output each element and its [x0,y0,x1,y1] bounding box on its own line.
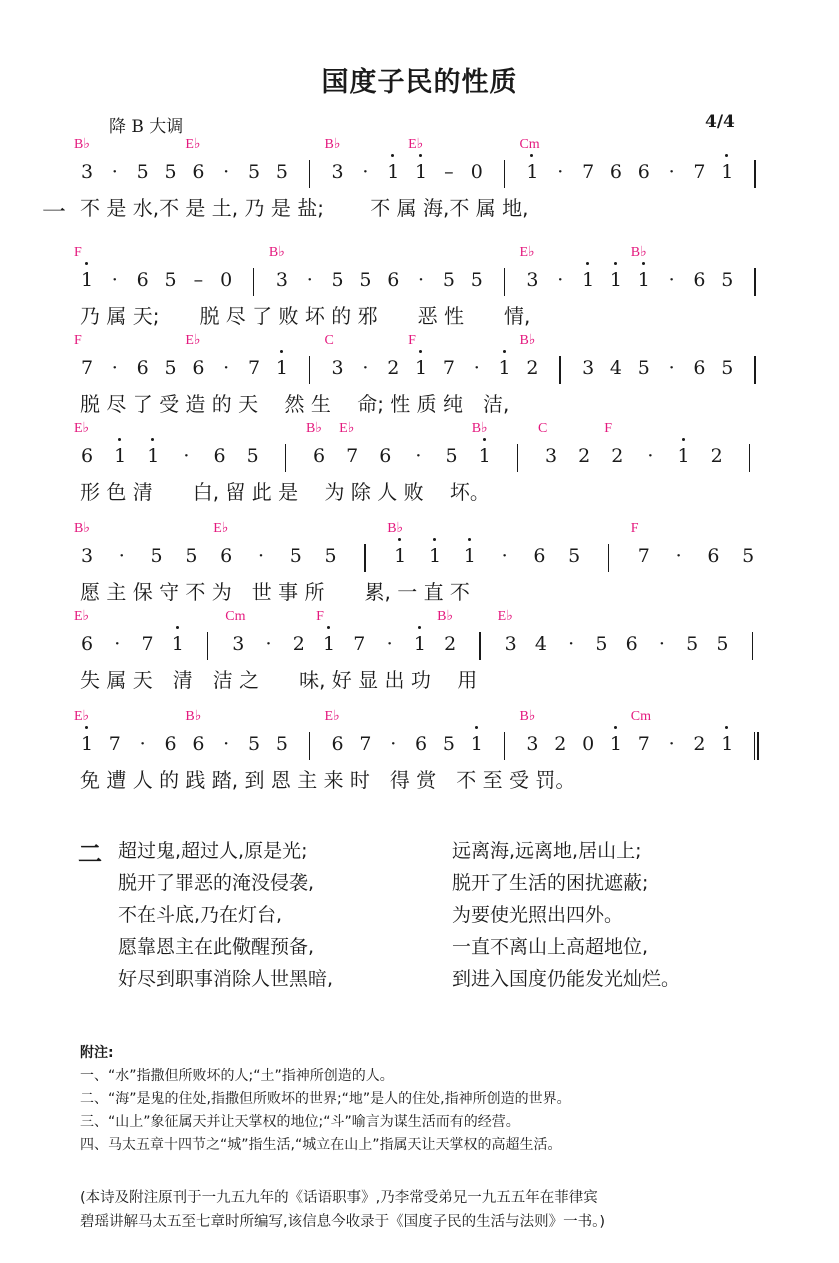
chord-symbol: E♭ [213,521,229,536]
note: 5 [164,269,177,291]
chord-symbol: E♭ [339,421,355,436]
octave-dot [280,350,283,353]
note: 2 [554,733,567,755]
note: 5 [164,161,177,183]
dash: – [444,161,454,183]
barline [285,444,286,472]
dot: · [668,733,675,755]
note: 2 [292,633,305,655]
key-signature: 降 B 大调 [109,117,184,137]
dot: · [473,357,480,379]
chord-symbol: B♭ [74,521,90,536]
dot: · [257,545,265,567]
chord-symbol: B♭ [519,333,536,348]
note: 1 [171,630,185,658]
chord-symbol: F [74,245,82,260]
lyrics-line: 愿 主 保 守 不 为 世 事 所 累, 一 直 不 [80,580,470,604]
notes-row [74,709,780,760]
note: 2 F [604,421,624,467]
note: 3 E♭ [497,609,517,655]
note: 5 [247,161,261,183]
note: 5 [716,633,729,655]
note: 6 B♭ [185,709,205,755]
dot: · [557,269,564,291]
note: 5 [359,269,372,291]
chord-symbol: E♭ [324,709,340,724]
verse-number: 一 [42,198,66,226]
footnote-item: 二、“海”是鬼的住处,指撒但所败坏的世界;“地”是人的住处,指神所创造的世界。 [80,1091,571,1107]
note: 1 [609,266,623,294]
note: 1 [581,266,595,294]
octave-dot [642,262,645,265]
note: 1 B♭ [387,521,407,567]
note: 3 B♭ [74,137,94,183]
note: 2 B♭ [437,609,457,655]
verse2-left: 好尽到职事消除人世黑暗, [118,968,334,990]
note: 5 [445,445,458,467]
dot: · [658,633,665,655]
octave-dot [327,626,330,629]
note: 7 E♭ [339,421,359,467]
chord-symbol: B♭ [630,245,647,260]
octave-dot [614,726,617,729]
footnote-item: 三、“山上”象征属天并让天掌权的地位;“斗”喻言为谋生活而有的经营。 [80,1114,520,1130]
dot: · [668,357,675,379]
note: 3 E♭ [519,245,539,291]
note: 5 [164,357,177,379]
note: 6 [693,269,706,291]
barline [517,444,518,472]
note: 5 [742,545,755,567]
verse2-line [118,932,649,962]
barline [253,268,254,296]
note: 3 B♭ [74,521,94,567]
notes-row [74,245,780,296]
octave-dot [725,726,728,729]
dot: · [647,445,654,467]
lyrics-row [80,476,790,510]
note: 5 [442,269,455,291]
note: 7 F [74,333,94,379]
note: 5 [246,445,259,467]
verse2-right: 到进入国度仍能发光灿烂。 [452,968,681,990]
note: 5 [470,269,483,291]
note: 0 [582,733,595,755]
note: 6 E♭ [213,521,233,567]
music-system [74,709,780,802]
octave-dot [85,726,88,729]
footnote-item: 四、马太五章十四节之“城”指生活,“城立在山上”指属天让天掌权的高超生活。 [80,1137,562,1153]
dot: · [265,633,272,655]
barline [309,160,310,188]
chord-symbol: E♭ [74,421,90,436]
notes-row [74,333,780,384]
note: 6 [164,733,177,755]
verse2-line [118,868,649,898]
barline [504,268,505,296]
note: 3 C [538,421,558,467]
note: 7 [582,161,595,183]
note: 5 [331,269,344,291]
dot: · [223,357,230,379]
dot: · [111,269,118,291]
note: 2 B♭ [519,333,539,379]
octave-dot [468,538,471,541]
dot: · [223,733,230,755]
note: 5 [275,733,288,755]
lyrics-row [80,764,790,798]
chord-symbol: C [538,421,548,436]
note: 3 B♭ [268,245,288,291]
barline [754,356,755,384]
dot: · [362,161,369,183]
final-barline [754,732,759,760]
dot: · [114,633,121,655]
octave-dot [682,438,685,441]
music-system [74,521,780,614]
song-title: 国度子民的性质 [321,67,518,98]
music-system [74,245,780,338]
footnotes [80,1042,820,1157]
lyrics-line: 脱 尽 了 受 造 的 天 然 生 命; 性 质 纯 洁, [80,392,510,416]
note: 6 E♭ [324,709,344,755]
dot: · [568,633,575,655]
note: 6 [136,357,149,379]
chord-symbol: B♭ [324,137,341,152]
chord-symbol: E♭ [74,609,90,624]
note: 5 [686,633,699,655]
note: 2 [578,445,591,467]
note: 6 [637,161,650,183]
verse2-line [118,900,624,930]
note: 6 [379,445,392,467]
note: 1 F [74,245,94,291]
note: 7 [141,633,154,655]
chord-symbol: B♭ [437,609,454,624]
dot: · [386,633,393,655]
octave-dot [433,538,436,541]
footnote-item: 一、“水”指撒但所败坏的人;“土”指神所创造的人。 [80,1068,394,1084]
verse2-right: 一直不离山上高超地位, [452,936,649,958]
chord-symbol: F [604,421,613,436]
lyrics-row [80,192,790,226]
chord-symbol: B♭ [268,245,285,260]
note: 6 [415,733,428,755]
note: 5 [185,545,198,567]
octave-dot [118,438,121,441]
chord-symbol: B♭ [387,521,404,536]
note: 5 [150,545,163,567]
note: 2 [387,357,400,379]
note: 7 Cm [630,709,652,755]
note: 0 [220,269,233,291]
note: 6 [136,269,149,291]
chord-symbol: F [316,609,324,624]
dash: – [193,269,204,291]
dot: · [390,733,397,755]
note: 1 [720,730,734,758]
note: 2 [693,733,706,755]
octave-dot [85,262,88,265]
barline [749,444,750,472]
note: 7 [442,357,455,379]
chord-symbol: F [630,521,639,536]
chord-symbol: E♭ [519,245,535,260]
lyrics-row [80,576,790,610]
note: 6 E♭ [74,609,94,655]
note: 3 Cm [225,609,246,655]
octave-dot [614,262,617,265]
chord-symbol: B♭ [185,709,202,724]
barline [364,544,365,572]
note: 7 [108,733,121,755]
dot: · [668,269,675,291]
octave-dot [725,154,728,157]
note: 1 [413,630,427,658]
octave-dot [398,538,401,541]
music-system [42,137,780,230]
chord-symbol: B♭ [74,137,90,152]
verse-number: 二 [78,840,102,868]
note: 5 [136,161,149,183]
verse2-right: 脱开了生活的困扰遮蔽; [452,872,649,894]
barline [309,356,310,384]
barline [504,732,505,760]
note: 4 [609,357,622,379]
dot: · [668,161,675,183]
dot: · [415,445,422,467]
note: 4 [534,633,547,655]
dot: · [139,733,146,755]
note: 6 [707,545,720,567]
note: 2 [710,445,723,467]
note: 1 E♭ [74,709,94,755]
lyrics-line: 免 遭 人 的 践 踏, 到 恩 主 来 时 得 赏 不 至 受 罚。 [80,768,576,792]
dot: · [111,161,118,183]
note: 1 [720,158,734,186]
chord-symbol: B♭ [306,421,322,436]
dot: · [362,357,369,379]
note: 6 [609,161,622,183]
verse2-line [118,836,642,866]
note: 7 [247,357,261,379]
verse2-right: 远离海,远离地,居山上; [452,840,642,862]
note: 6 [213,445,226,467]
note: 1 [677,442,691,470]
verse2-line [118,964,681,994]
barline [504,160,505,188]
chord-symbol: E♭ [74,709,90,724]
chord-symbol: Cm [630,709,652,724]
octave-dot [419,350,422,353]
barline [207,632,208,660]
note: 5 [568,545,581,567]
note: 1 [428,542,442,570]
note: 3 [582,357,595,379]
note: 3 C [324,333,344,379]
note: 1 [275,354,289,382]
barline [479,632,480,660]
notes-row [74,137,780,188]
dot: · [675,545,682,567]
note: 7 [359,733,372,755]
note: 1 [498,354,512,382]
note: 1 B♭ [471,421,491,467]
note: 7 F [630,521,650,567]
barline [309,732,310,760]
barline [754,160,755,188]
note: 1 E♭ [408,137,428,183]
lyrics-row [80,664,790,698]
chord-symbol: E♭ [185,333,201,348]
lyrics-line: 失 属 天 清 洁 之 味, 好 显 出 功 用 [80,668,478,692]
dot: · [183,445,190,467]
note: 5 [247,733,261,755]
verse2-left: 不在斗底,乃在灯台, [118,904,283,926]
note: 5 [275,161,288,183]
barline [559,356,560,384]
chord-symbol: F [74,333,82,348]
note: 1 Cm [519,137,540,183]
note: 1 [609,730,623,758]
verse2-left: 愿靠恩主在此儆醒预备, [118,936,315,958]
dot: · [111,357,118,379]
octave-dot [419,154,422,157]
note: 1 F [408,333,428,379]
octave-dot [391,154,394,157]
note: 5 [721,357,734,379]
note: 1 [463,542,477,570]
note: 5 [637,357,650,379]
verse2-left: 超过鬼,超过人,原是光; [118,840,308,862]
notes-row [74,521,780,572]
note: 6 [625,633,638,655]
dot: · [501,545,508,567]
note: 1 F [316,609,336,655]
note: 1 [113,442,127,470]
octave-dot [176,626,179,629]
music-system [74,333,780,426]
dot: · [118,545,125,567]
note: 6 E♭ [74,421,94,467]
notes-row [74,609,780,660]
note: 6 E♭ [185,137,205,183]
chord-symbol: F [408,333,416,348]
dot: · [557,161,564,183]
note: 1 [146,442,160,470]
note: 0 [470,161,483,183]
note: 1 B♭ [630,245,650,291]
notes-row [74,421,780,472]
time-signature: 4/4 [705,112,735,132]
note: 6 [693,357,706,379]
lyrics-row [80,300,790,334]
note: 6 B♭ [306,421,326,467]
dot: · [306,269,313,291]
note: 6 E♭ [185,333,205,379]
barline [754,268,755,296]
note: 5 [721,269,734,291]
verse2-left: 脱开了罪恶的淹没侵袭, [118,872,315,894]
octave-dot [151,438,154,441]
note: 6 [387,269,400,291]
footnotes-heading: 附注: [80,1045,114,1061]
chord-symbol: B♭ [471,421,488,436]
chord-symbol: Cm [519,137,540,152]
source-line: (本诗及附注原刊于一九五九年的《话语职事》,乃李常受弟兄一九五五年在菲律宾 [80,1190,598,1206]
music-system [74,609,780,702]
dot: · [418,269,425,291]
chord-symbol: C [324,333,334,348]
note: 7 [693,161,706,183]
octave-dot [483,438,486,441]
chord-symbol: E♭ [497,609,513,624]
dot: · [223,161,230,183]
note: 7 [353,633,366,655]
note: 5 [595,633,608,655]
chord-symbol: E♭ [408,137,424,152]
octave-dot [586,262,589,265]
note: 1 [386,158,400,186]
barline [752,632,753,660]
octave-dot [503,350,506,353]
note: 3 B♭ [324,137,344,183]
lyrics-row [80,388,790,422]
chord-symbol: B♭ [519,709,536,724]
source-note [80,1186,820,1234]
chord-symbol: E♭ [185,137,201,152]
octave-dot [418,626,421,629]
octave-dot [530,154,533,157]
barline [608,544,609,572]
lyrics-line: 乃 属 天; 脱 尽 了 败 坏 的 邪 恶 性 情, [80,304,531,328]
music-system [74,421,780,514]
note: 5 [324,545,337,567]
octave-dot [475,726,478,729]
note: 6 [533,545,546,567]
source-line: 碧瑶讲解马太五至七章时所编写,该信息今收录于《国度子民的生活与法则》一书。) [80,1214,606,1230]
chord-symbol: Cm [225,609,246,624]
note: 3 B♭ [519,709,539,755]
lyrics-line: 形 色 清 白, 留 此 是 为 除 人 败 坏。 [80,480,490,504]
lyrics-line: 不 是 水,不 是 土, 乃 是 盐; 不 属 海,不 属 地, [80,196,529,220]
note: 5 [442,733,455,755]
note: 5 [289,545,302,567]
verse2-right: 为要使光照出四外。 [452,904,624,926]
note: 1 [470,730,484,758]
